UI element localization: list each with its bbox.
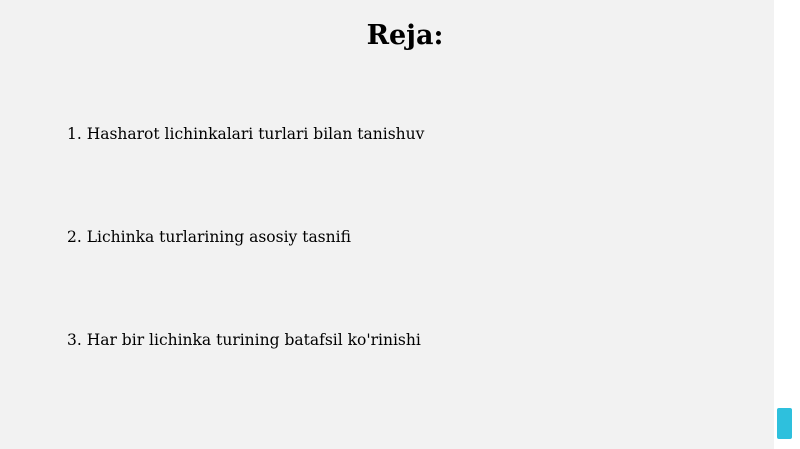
slide-title: Reja:	[366, 20, 444, 51]
plan-item-2: 2. Lichinka turlarining asosiy tasnifi	[67, 228, 351, 246]
plan-item-1: 1. Hasharot lichinkalari turlari bilan tanishuv	[67, 125, 425, 143]
plan-item-3: 3. Har bir lichinka turining batafsil ko'rinishi	[67, 331, 421, 349]
scrollbar-track[interactable]	[774, 0, 800, 449]
scrollbar-thumb[interactable]	[777, 408, 792, 439]
